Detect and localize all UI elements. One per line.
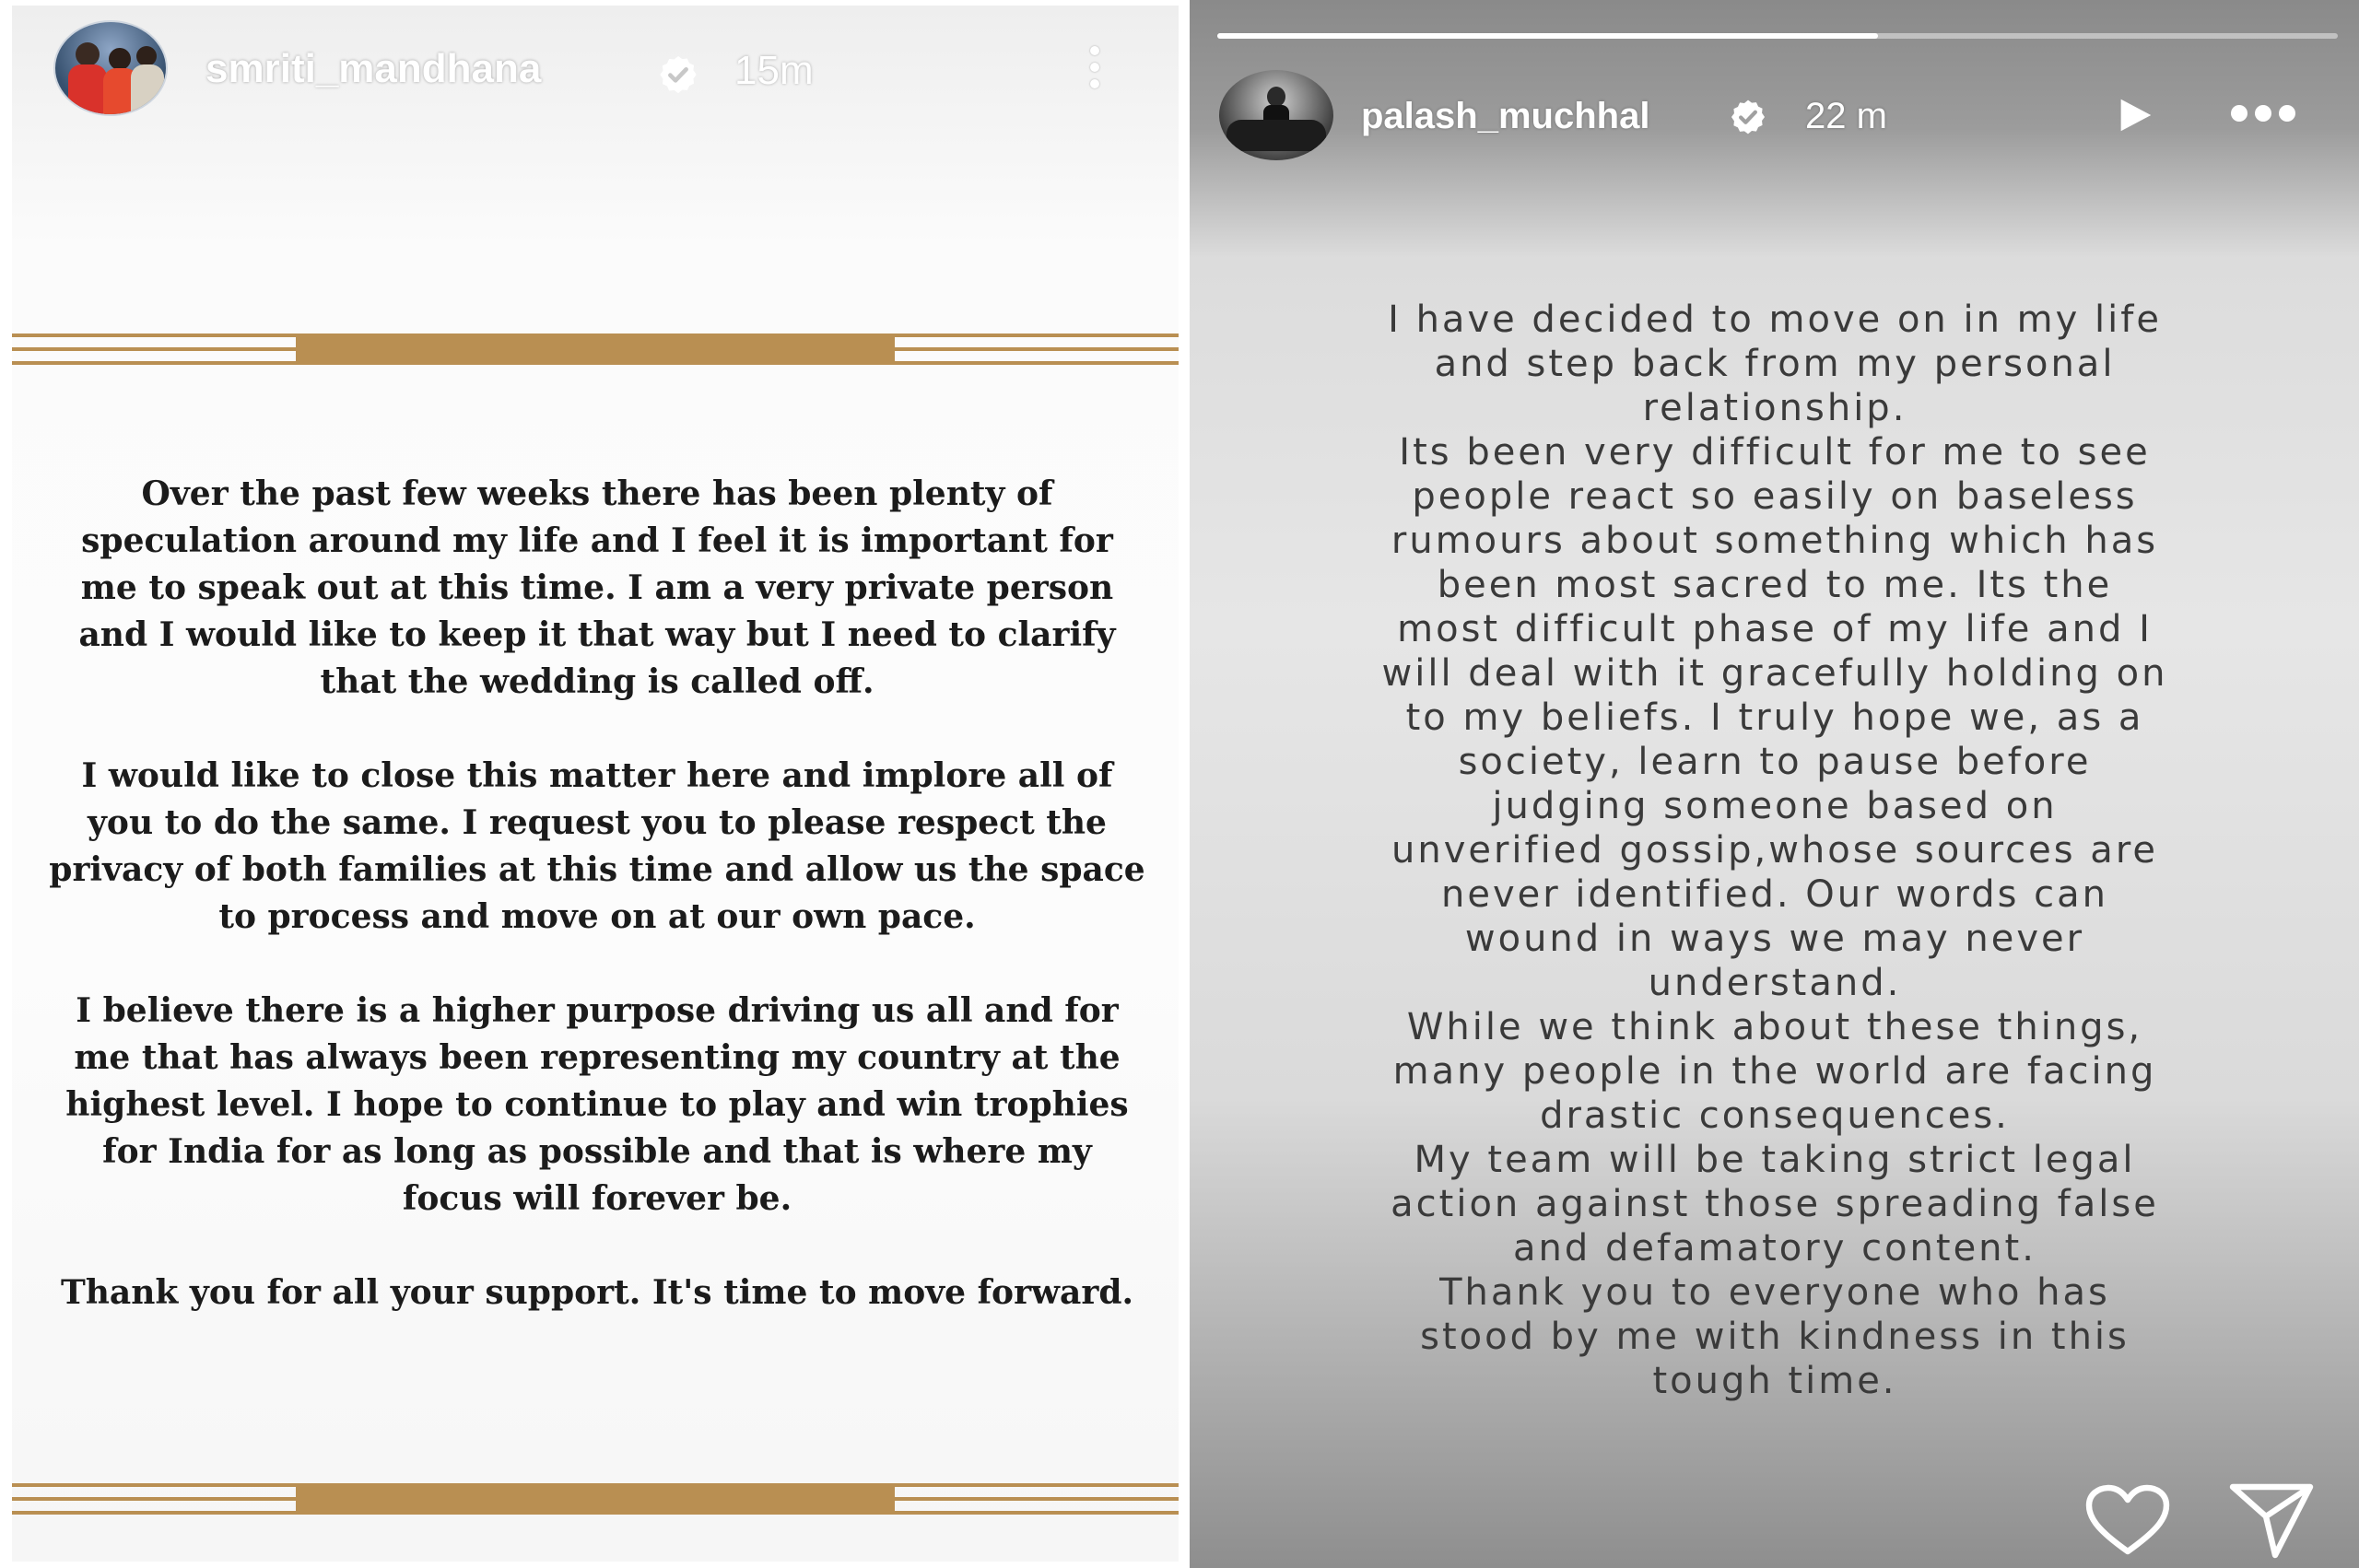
- message-line: many people in the world are facing: [1392, 1050, 2157, 1093]
- message-line: and step back from my personal: [1434, 343, 2116, 385]
- message-line: to process and move on at our own pace.: [218, 897, 976, 936]
- message-line: and I would like to keep it that way but I need to clarify: [78, 615, 1116, 654]
- message-line: judging someone based on: [1492, 785, 2058, 827]
- message-line: understand.: [1648, 962, 1902, 1004]
- verified-badge-icon: [657, 53, 699, 96]
- story-message: [1319, 298, 2231, 1403]
- message-line: and defamatory content.: [1513, 1227, 2036, 1270]
- play-icon[interactable]: [2111, 94, 2159, 136]
- message-line: relationship.: [1642, 387, 1907, 429]
- message-line: unverified gossip,whose sources are: [1391, 829, 2158, 872]
- message-line: people react so easily on baseless: [1412, 475, 2138, 518]
- more-options-icon[interactable]: [1081, 42, 1109, 98]
- avatar[interactable]: [1219, 70, 1333, 160]
- heart-icon[interactable]: [2083, 1483, 2172, 1557]
- message-line: wound in ways we may never: [1464, 918, 2085, 960]
- username[interactable]: smriti_mandhana: [205, 46, 542, 91]
- story-header: [12, 6, 1179, 144]
- message-line: speculation around my life and I feel it is important for: [81, 521, 1113, 560]
- story-progress-fill: [1217, 33, 1878, 39]
- message-line: drastic consequences.: [1540, 1094, 2010, 1137]
- message-paragraph: [49, 988, 1145, 1223]
- message-line: me to speak out at this time. I am a very private person: [80, 568, 1114, 607]
- message-line: most difficult phase of my life and I: [1397, 608, 2153, 650]
- message-line: action against those spreading false: [1391, 1183, 2159, 1225]
- message-line: privacy of both families at this time and allow us the space: [49, 850, 1145, 889]
- story-palash: [1190, 0, 2359, 1568]
- message-paragraph: [49, 471, 1145, 706]
- message-line: never identified. Our words can: [1440, 873, 2108, 916]
- send-icon[interactable]: [2227, 1480, 2316, 1561]
- message-line: My team will be taking strict legal: [1414, 1139, 2136, 1181]
- message-line: me that has always been representing my country at the: [74, 1038, 1121, 1077]
- message-line: While we think about these things,: [1406, 1006, 2143, 1048]
- message-line: will deal with it gracefully holding on: [1381, 652, 2168, 695]
- message-line: Thank you for all your support. It's time to move forward.: [60, 1273, 1134, 1312]
- message-paragraph: [49, 753, 1145, 941]
- message-line: I would like to close this matter here and implore all of: [81, 756, 1113, 795]
- message-line: I have decided to move on in my life: [1388, 298, 2162, 341]
- message-line: Its been very difficult for me to see: [1399, 431, 2151, 474]
- decorative-divider: [12, 1480, 1179, 1518]
- message-line: rumours about something which has: [1391, 520, 2159, 562]
- message-line: stood by me with kindness in this: [1420, 1316, 2130, 1358]
- story-smriti: [12, 6, 1179, 1562]
- message-line: you to do the same. I request you to please respect the: [88, 803, 1107, 842]
- more-options-icon[interactable]: [2231, 105, 2314, 127]
- message-line: society, learn to pause before: [1458, 741, 2092, 783]
- username[interactable]: palash_muchhal: [1361, 96, 1650, 136]
- story-progress-bar: [1217, 33, 2338, 39]
- message-line: focus will forever be.: [402, 1179, 792, 1218]
- message-line: to my beliefs. I truly hope we, as a: [1405, 696, 2144, 739]
- story-message: [49, 471, 1145, 1363]
- message-line: I believe there is a higher purpose driving us all and for: [76, 991, 1119, 1030]
- message-line: Over the past few weeks there has been plenty of: [141, 474, 1053, 513]
- verified-badge-icon: [1729, 98, 1767, 136]
- message-line: that the wedding is called off.: [320, 662, 874, 701]
- message-paragraph: [49, 1270, 1145, 1316]
- avatar[interactable]: [53, 20, 168, 116]
- message-line: for India for as long as possible and that is where my: [102, 1132, 1092, 1171]
- message-line: tough time.: [1652, 1360, 1897, 1402]
- post-time: 22 m: [1805, 96, 1887, 136]
- message-line: highest level. I hope to continue to play and win trophies: [65, 1085, 1129, 1124]
- message-line: been most sacred to me. Its the: [1437, 564, 2113, 606]
- post-time: 15m: [734, 48, 814, 93]
- decorative-divider: [12, 330, 1179, 369]
- message-line: Thank you to everyone who has: [1439, 1271, 2110, 1314]
